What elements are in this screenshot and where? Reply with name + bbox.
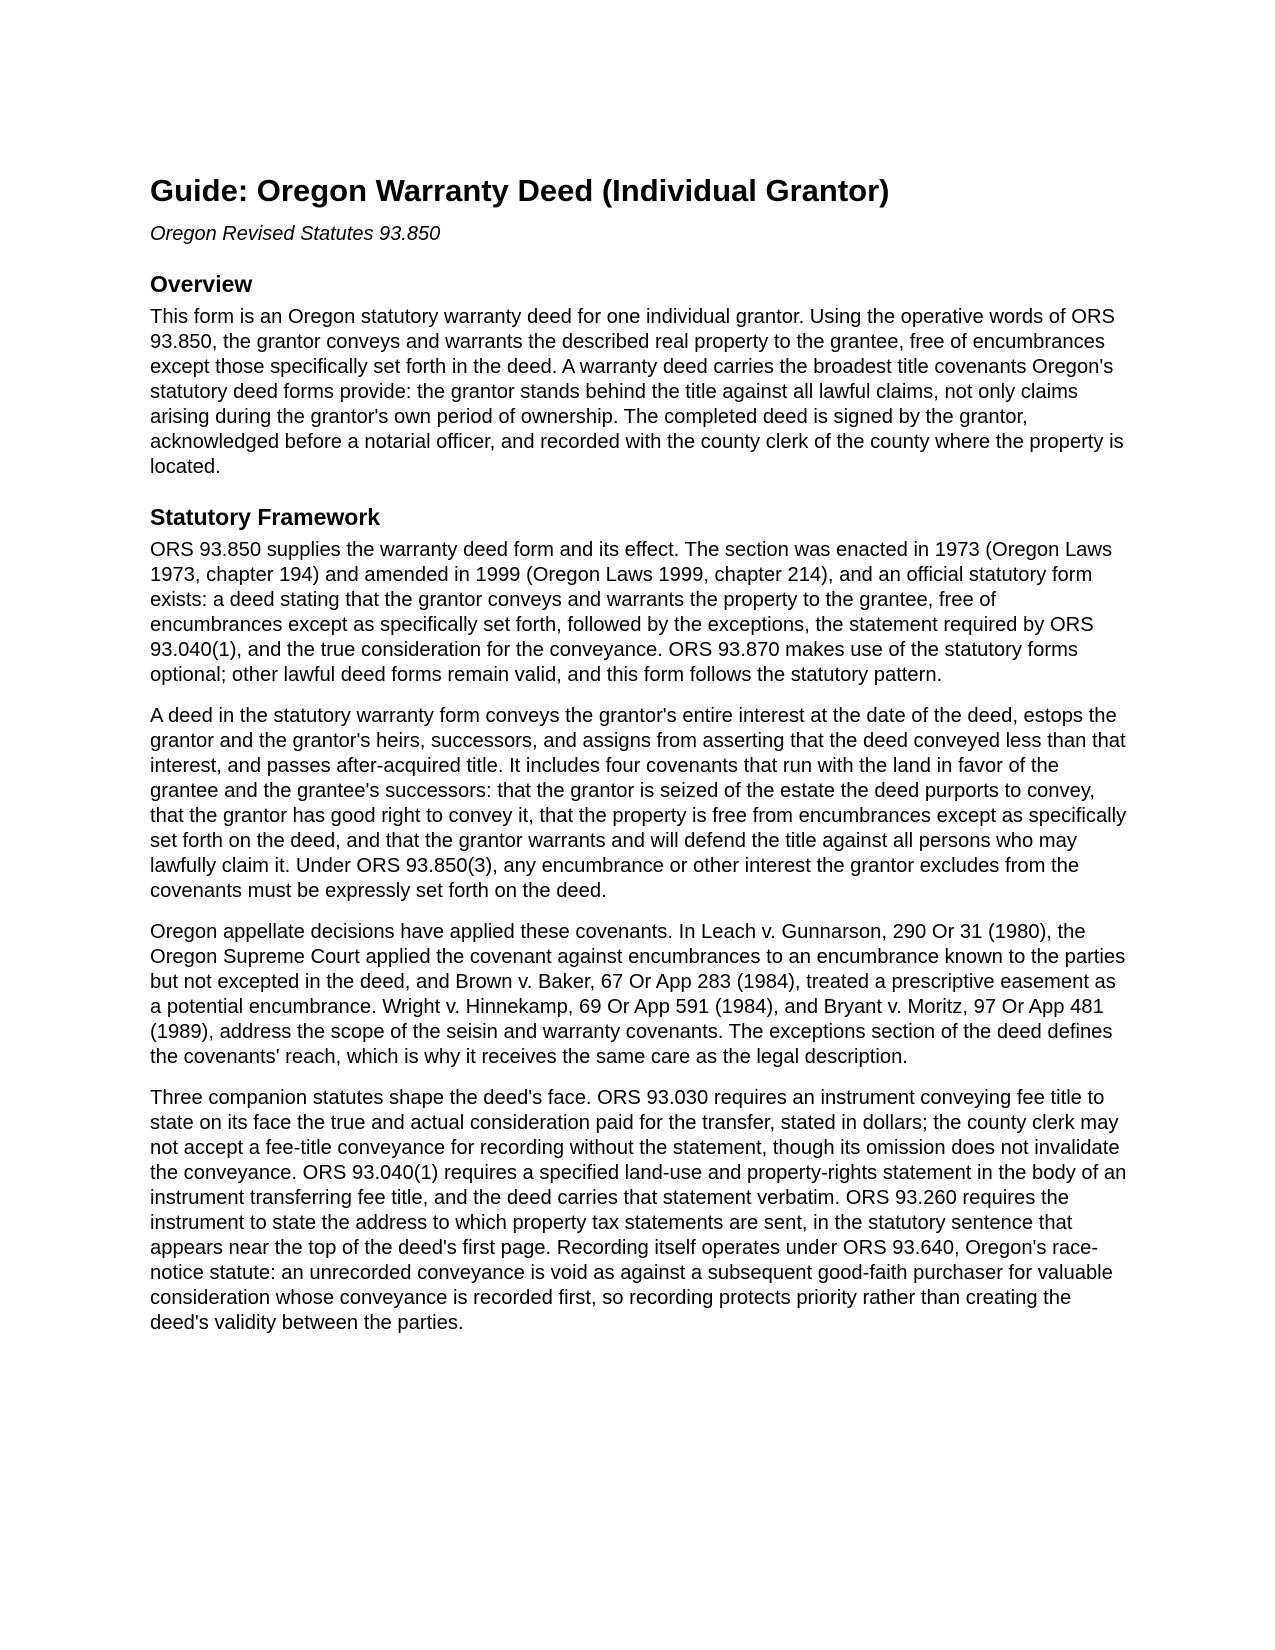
- framework-paragraph-3: Oregon appellate decisions have applied these covenants. In Leach v. Gunnarson, 290 Or 31 (1980), the Oregon Supreme Court applied the covenant against encumbrances to an encumbrance known to the parties but not excepted in the deed, and Brown v. Baker, 67 Or App 283 (1984), treated a prescriptive easement as a potential encumbrance. Wright v. Hinnekamp, 69 Or App 591 (1984), and Bryant v. Moritz, 97 Or App 481 (1989), address the scope of the seisin and warranty covenants. The exceptions section of the deed defines the covenants' reach, which is why it receives the same care as the legal description.: [150, 921, 1126, 1068]
- section-statutory-framework: [150, 502, 1130, 1336]
- section-heading-overview: Overview: [150, 271, 253, 297]
- framework-paragraph-4: Three companion statutes shape the deed's face. ORS 93.030 requires an instrument conveying fee title to state on its face the true and actual consideration paid for the transfer, stated in dollars; the county clerk may not accept a fee-title conveyance for recording without the statement, though its omission does not invalidate the conveyance. ORS 93.040(1) requires a specified land-use and property-rights statement in the body of an instrument transferring fee title, and the deed carries that statement verbatim. ORS 93.260 requires the instrument to state the address to which property tax statements are sent, in the statutory sentence that appears near the top of the deed's first page. Recording itself operates under ORS 93.640, Oregon's race-notice statute: an unrecorded conveyance is void as against a subsequent good-faith purchaser for valuable consideration whose conveyance is recorded first, so recording protects priority rather than creating the deed's validity between the parties.: [150, 1087, 1127, 1334]
- framework-paragraph-1: ORS 93.850 supplies the warranty deed form and its effect. The section was enacted in 1973 (Oregon Laws 1973, chapter 194) and amended in 1999 (Oregon Laws 1999, chapter 214), and an official statutory form exists: a deed stating that the grantor conveys and warrants the property to the grantee, free of encumbrances except as specifically set forth, followed by the exceptions, the statement required by ORS 93.040(1), and the true consideration for the conveyance. ORS 93.870 makes use of the statutory forms optional; other lawful deed forms remain valid, and this form follows the statutory pattern.: [150, 539, 1113, 686]
- framework-paragraph-2: A deed in the statutory warranty form conveys the grantor's entire interest at the date of the deed, estops the grantor and the grantor's heirs, successors, and assigns from asserting that the deed conveyed less than that interest, and passes after-acquired title. It includes four covenants that run with the land in favor of the grantee and the grantee's successors: that the grantor is seized of the estate the deed purports to convey, that the grantor has good right to convey it, that the property is free from encumbrances except as specifically set forth on the deed, and that the grantor warrants and will defend the title against all persons who may lawfully claim it. Under ORS 93.850(3), any encumbrance or other interest the grantor excludes from the covenants must be expressly set forth on the deed.: [150, 705, 1127, 902]
- overview-paragraph-1: This form is an Oregon statutory warranty deed for one individual grantor. Using the operative words of ORS 93.850, the grantor conveys and warrants the described real property to the grantee, free of encumbrances except those specifically set forth in the deed. A warranty deed carries the broadest title covenants Oregon's statutory deed forms provide: the grantor stands behind the title against all lawful claims, not only claims arising during the grantor's own period of ownership. The completed deed is signed by the grantor, acknowledged before a notarial officer, and recorded with the county clerk of the county where the property is located.: [150, 306, 1124, 478]
- document-title: Guide: Oregon Warranty Deed (Individual Grantor): [150, 173, 890, 208]
- section-heading-statutory-framework: Statutory Framework: [150, 504, 381, 530]
- document-subtitle: Oregon Revised Statutes 93.850: [150, 223, 441, 245]
- document-page: [150, 172, 1130, 1336]
- section-overview: [150, 269, 1130, 480]
